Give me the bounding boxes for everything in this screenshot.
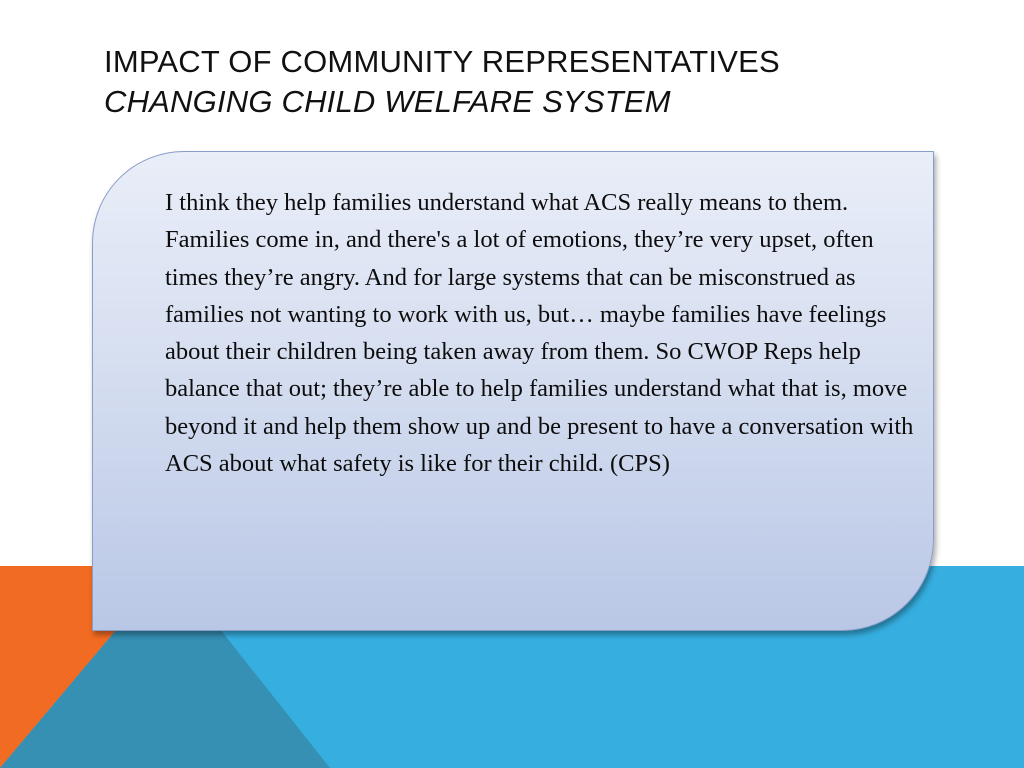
quote-text: I think they help families understand what ACS really means to them. Families come in, and there's a lot of emotions, they’re very upset, often times they’re angry. And for large systems that can be misconstrued as families not wanting to work with us, but… maybe families have feelings about their children being taken away from them. So CWOP Reps help balance that out; they’re able to help families understand what that is, move beyond it and help them show up and be present to have a conversation with ACS about what safety is like for their child. (CPS) xyxy=(165,189,914,478)
quote-box xyxy=(92,151,934,631)
slide-title xyxy=(104,42,964,122)
title-line-2: CHANGING CHILD WELFARE SYSTEM xyxy=(104,84,671,119)
title-line-1: IMPACT OF COMMUNITY REPRESENTATIVES xyxy=(104,44,780,79)
